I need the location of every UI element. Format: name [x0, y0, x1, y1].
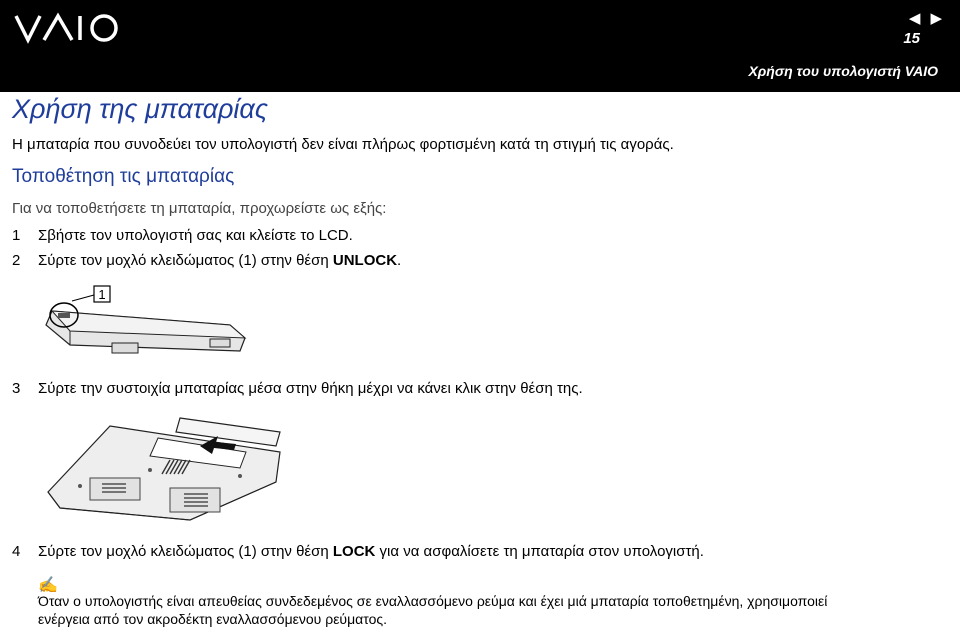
page-number: 15: [903, 30, 920, 47]
lead-text: Για να τοποθετήσετε τη μπαταρία, προχωρείστε ως εξής:: [12, 200, 387, 217]
step-number: 3: [12, 380, 21, 397]
step-4: [12, 543, 704, 560]
lock-keyword: LOCK: [332, 543, 376, 560]
step-number: 2: [12, 252, 21, 269]
pencil-note-icon: ✍: [38, 577, 58, 594]
step-text: Σύρτε την συστοιχία μπαταρίας μέσα στην θήκη μέχρι να κάνει κλικ στην θέση της.: [38, 380, 583, 397]
arrow-right-icon[interactable]: ▶: [930, 10, 942, 27]
note-line-2: ενέργεια από τον ακροδέκτη εναλλασσόμενου ρεύματος.: [38, 611, 388, 627]
step-text: Σβήστε τον υπολογιστή σας και κλείστε το LCD.: [38, 227, 353, 244]
step-3: [12, 380, 583, 397]
vaio-logo: [14, 10, 124, 46]
page-header: [0, 0, 960, 92]
step-text: Σύρτε τον μοχλό κλειδώματος (1) στην θέση: [38, 543, 333, 560]
step-text-end: για να ασφαλίσετε τη μπαταρία στον υπολογιστή.: [375, 543, 704, 560]
step-number: 1: [12, 227, 21, 244]
arrow-left-icon[interactable]: ◀: [908, 10, 921, 27]
laptop-battery-insertion-illustration: [40, 412, 290, 524]
step-1: [12, 227, 353, 244]
page-navigation: [909, 9, 942, 27]
step-number: 4: [12, 543, 21, 560]
section-subtitle: Τοποθέτηση τις μπαταρίας: [12, 166, 235, 187]
step-2: [12, 252, 401, 269]
callout-number: 1: [98, 287, 106, 302]
battery-unlock-illustration: [40, 283, 250, 365]
note-line-1: Όταν ο υπολογιστής είναι απευθείας συνδεδεμένος σε εναλλασσόμενο ρεύμα και έχει μιά μπαταρία τοποθετημένη, χρησιμοποιεί: [38, 593, 828, 609]
step-text: Σύρτε τον μοχλό κλειδώματος (1) στην θέση: [38, 252, 333, 269]
intro-text: Η μπαταρία που συνοδεύει τον υπολογιστή δεν είναι πλήρως φορτισμένη κατά τη στιγμή τις αγοράς.: [12, 136, 674, 153]
unlock-keyword: UNLOCK: [332, 252, 398, 269]
note-text: [38, 592, 953, 628]
section-title: Χρήση του υπολογιστή VAIO: [748, 63, 938, 79]
step-text-end: .: [397, 252, 402, 269]
page-title: Χρήση της μπαταρίας: [12, 94, 268, 124]
